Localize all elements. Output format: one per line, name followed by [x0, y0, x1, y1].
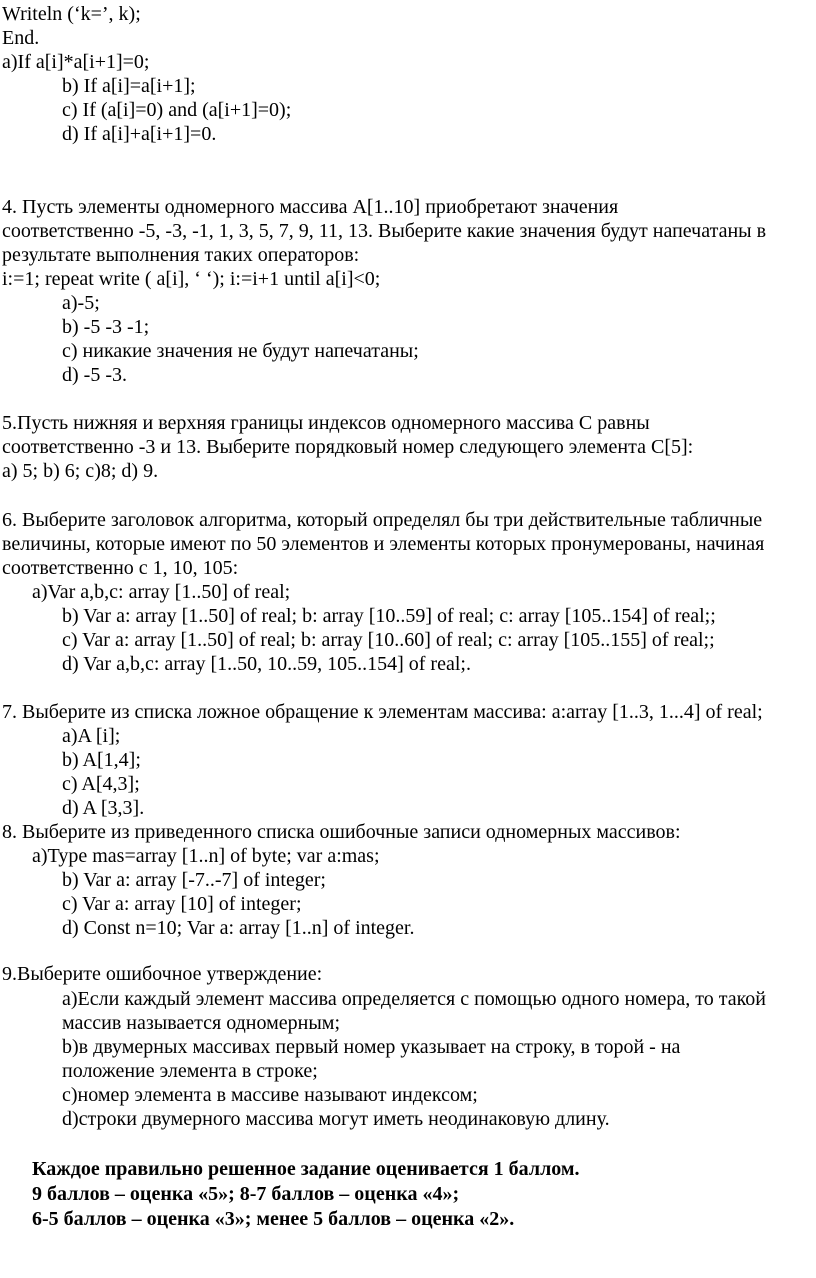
q8-option: a)Type mas=array [1..n] of byte; var a:mas; — [32, 845, 380, 867]
q8-option: b) Var a: array [-7..-7] of integer; — [62, 869, 326, 891]
q5-text: соответственно -3 и 13. Выберите порядковый номер следующего элемента С[5]: — [2, 436, 694, 458]
q6-text: величины, которые имеют по 50 элементов и элементы которых пронумерованы, начиная — [2, 533, 765, 555]
q5-text: a) 5; b) 6; c)8; d) 9. — [2, 460, 159, 482]
q5-text: 5.Пусть нижняя и верхняя границы индексов одномерного массива С равны — [2, 412, 650, 434]
q9-option: c)номер элемента в массиве называют индексом; — [62, 1084, 478, 1106]
q4-text: 4. Пусть элементы одномерного массива А[1..10] приобретают значения — [2, 196, 619, 218]
q7-option: b) A[1,4]; — [62, 749, 141, 771]
q7-text: 7. Выберите из списка ложное обращение к элементам массива: a:array [1..3, 1...4] of real; — [2, 701, 763, 723]
q6-option: c) Var a: array [1..50] of real; b: array [10..60] of real; c: array [105..155] of real;; — [62, 629, 715, 651]
grading-line: Каждое правильно решенное задание оценивается 1 баллом. — [32, 1158, 580, 1180]
q8-option: d) Const n=10; Var a: array [1..n] of integer. — [62, 917, 415, 939]
q7-option: c) A[4,3]; — [62, 773, 140, 795]
q9-option: d)строки двумерного массива могут иметь неодинаковую длину. — [62, 1108, 610, 1130]
q4-option: a)-5; — [62, 292, 100, 314]
q9-option: положение элемента в строке; — [62, 1060, 318, 1082]
q3-option: a)If a[i]*a[i+1]=0; — [2, 51, 150, 73]
q6-option: a)Var a,b,c: array [1..50] of real; — [32, 581, 291, 603]
q3-option: c) If (a[i]=0) and (a[i+1]=0); — [62, 99, 292, 121]
q6-text: соответственно с 1, 10, 105: — [2, 557, 239, 579]
q8-text: 8. Выберите из приведенного списка ошибочные записи одномерных массивов: — [2, 821, 681, 843]
q6-option: d) Var a,b,c: array [1..50, 10..59, 105..154] of real;. — [62, 653, 471, 675]
q4-text: результате выполнения таких операторов: — [2, 244, 360, 266]
q7-option: a)A [i]; — [62, 725, 121, 747]
q8-option: c) Var a: array [10] of integer; — [62, 893, 302, 915]
code-line: End. — [2, 27, 40, 49]
q4-option: d) -5 -3. — [62, 364, 127, 386]
q4-option: c) никакие значения не будут напечатаны; — [62, 340, 419, 362]
q3-option: d) If a[i]+a[i+1]=0. — [62, 123, 217, 145]
q9-option: массив называется одномерным; — [62, 1012, 341, 1034]
grading-line: 6-5 баллов – оценка «3»; менее 5 баллов – оценка «2». — [32, 1208, 515, 1230]
q6-text: 6. Выберите заголовок алгоритма, который определял бы три действительные табличные — [2, 509, 763, 531]
q9-option: b)в двумерных массивах первый номер указывает на строку, в торой - на — [62, 1036, 681, 1058]
q6-option: b) Var a: array [1..50] of real; b: array [10..59] of real; c: array [105..154] of real;; — [62, 605, 716, 627]
q4-option: b) -5 -3 -1; — [62, 316, 150, 338]
q4-text: i:=1; repeat write ( a[i], ‘ ‘); i:=i+1 until a[i]<0; — [2, 268, 381, 290]
grading-line: 9 баллов – оценка «5»; 8-7 баллов – оценка «4»; — [32, 1183, 460, 1205]
q9-text: 9.Выберите ошибочное утверждение: — [2, 963, 323, 985]
q7-option: d) A [3,3]. — [62, 797, 145, 819]
q9-option: a)Если каждый элемент массива определяется с помощью одного номера, то такой — [62, 988, 766, 1010]
code-line: Writeln (‘k=’, k); — [2, 3, 141, 25]
q3-option: b) If a[i]=a[i+1]; — [62, 75, 196, 97]
q4-text: соответственно -5, -3, -1, 1, 3, 5, 7, 9, 11, 13. Выберите какие значения будут напечатаны в — [2, 220, 767, 242]
